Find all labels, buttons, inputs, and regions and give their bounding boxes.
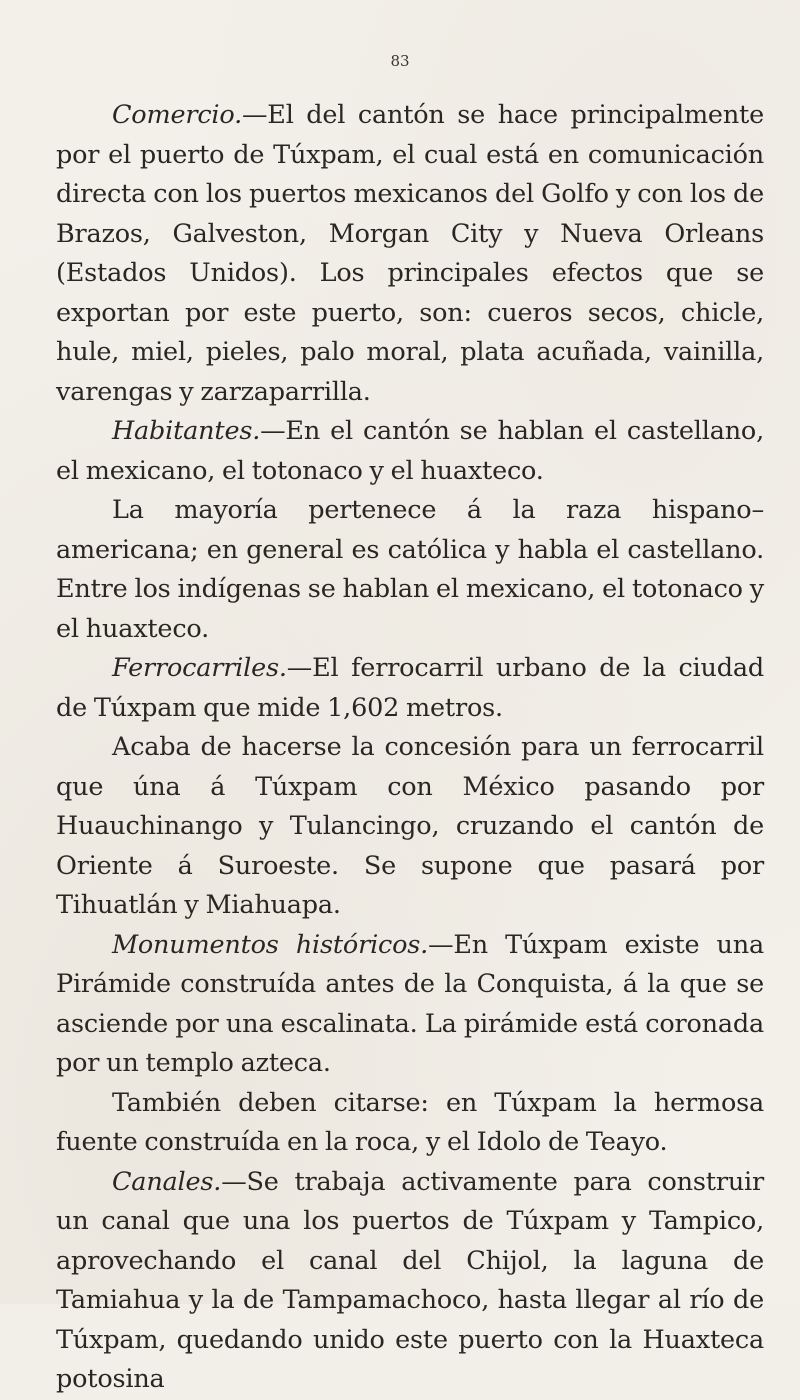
paragraph-habitantes (56, 412, 764, 491)
paragraph-text: —Se trabaja activamente para construir un canal que una los puertos de Túxpam y Tampico, aprovechando el canal del Chijol, la laguna de Tamiahua y la de Tampamachoco, hasta llegar al río de Túxpam, quedando unido este puerto con la Huaxteca potosina (56, 1166, 764, 1394)
paragraph-text: —El ferrocarril urbano de la ciudad de Túxpam que mide 1,602 metros. (56, 653, 764, 723)
paragraph-text: —El del cantón se hace principalmente por el puerto de Túxpam, el cual está en comunicación directa con los puertos mexicanos del Golfo y con los de Brazos, Galveston, Morgan City y Nueva Orleans (Estados Unidos). Los principales efectos que se exportan por este puerto, son: cueros secos, chicle, hule, miel, pieles, palo moral, plata acuñada, vainilla, varengas y zarzaparrilla. (56, 100, 764, 407)
paragraph-canales (56, 1163, 764, 1400)
section-heading-ferrocarriles: Ferrocarriles. (112, 653, 287, 683)
paragraph-monumentos (56, 926, 764, 1084)
paragraph-text: Acaba de hacerse la concesión para un ferrocarril que úna á Túxpam con México pasando por Huauchinango y Tulancingo, cruzando el cantón de Oriente á Suroeste. Se supone que pasará por Tihuatlán y Miahuapa. (56, 732, 764, 920)
paragraph-text: —En el cantón se hablan el castellano, el mexicano, el totonaco y el huaxteco. (56, 416, 764, 486)
body-text (56, 96, 764, 1400)
paragraph-text: También deben citarse: en Túxpam la hermosa fuente construída en la roca, y el Idolo de Teayo. (56, 1087, 764, 1157)
paragraph-text: La mayoría pertenece á la raza hispano–americana; en general es católica y habla el castellano. Entre los indígenas se hablan el mexicano, el totonaco y el huaxteco. (56, 495, 764, 644)
page-number: 83 (390, 52, 410, 70)
section-heading-habitantes: Habitantes. (112, 416, 261, 446)
paragraph-ferrocarriles (56, 649, 764, 728)
paragraph-comercio (56, 96, 764, 412)
paragraph-mayoria (56, 491, 764, 649)
section-heading-monumentos: Monumentos históricos. (112, 929, 429, 960)
paragraph-text: —En Túxpam existe una Pirámide construída antes de la Conquista, á la que se asciende por una escalinata. La pirámide está coronada por un templo azteca. (56, 929, 764, 1078)
paragraph-tambien (56, 1084, 764, 1163)
section-heading-comercio: Comercio. (112, 100, 242, 130)
paragraph-concesion (56, 728, 764, 926)
section-heading-canales: Canales. (112, 1166, 222, 1197)
